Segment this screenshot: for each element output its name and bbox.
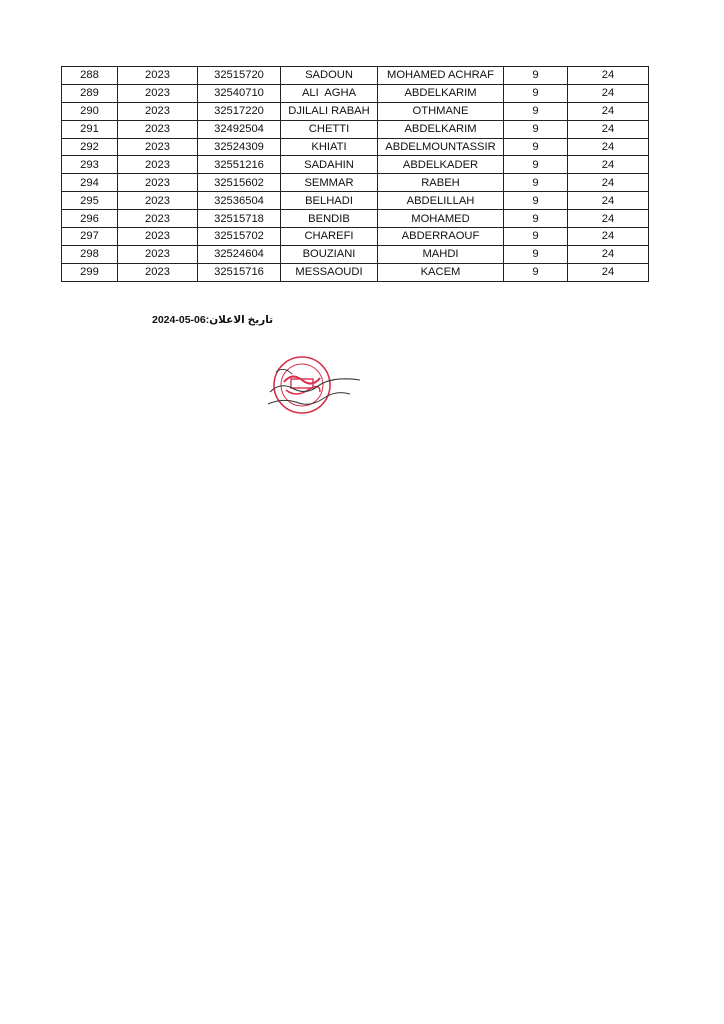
cell-first-name: ABDELILLAH [378,192,504,210]
cell-id: 32515702 [198,228,281,246]
table-row [62,245,649,263]
cell-first-name: MOHAMED [378,210,504,228]
announcement-label: تاريخ الاعلان: [205,314,274,326]
cell-number: 291 [62,120,118,138]
cell-value-b: 24 [568,192,649,210]
table-row [62,228,649,246]
cell-value-a: 9 [504,228,568,246]
cell-last-name: CHETTI [281,120,378,138]
cell-first-name: ABDELMOUNTASSIR [378,138,504,156]
cell-value-a: 9 [504,174,568,192]
cell-last-name: MESSAOUDI [281,263,378,281]
cell-last-name: KHIATI [281,138,378,156]
table-row [62,192,649,210]
cell-year: 2023 [118,156,198,174]
cell-last-name: SEMMAR [281,174,378,192]
cell-id: 32540710 [198,84,281,102]
cell-number: 288 [62,67,118,85]
cell-last-name: DJILALI RABAH [281,102,378,120]
cell-year: 2023 [118,210,198,228]
table-row [62,263,649,281]
cell-first-name: MAHDI [378,245,504,263]
cell-last-name: BOUZIANI [281,245,378,263]
cell-year: 2023 [118,102,198,120]
cell-first-name: OTHMANE [378,102,504,120]
cell-first-name: ABDELKARIM [378,120,504,138]
cell-last-name: BENDIB [281,210,378,228]
table-row [62,120,649,138]
table-row [62,174,649,192]
cell-id: 32524604 [198,245,281,263]
cell-value-a: 9 [504,67,568,85]
cell-id: 32517220 [198,102,281,120]
cell-first-name: MOHAMED ACHRAF [378,67,504,85]
cell-value-b: 24 [568,156,649,174]
cell-value-b: 24 [568,228,649,246]
cell-number: 299 [62,263,118,281]
cell-id: 32492504 [198,120,281,138]
cell-year: 2023 [118,120,198,138]
cell-number: 289 [62,84,118,102]
cell-year: 2023 [118,263,198,281]
table-row [62,210,649,228]
announcement-date: 2024-05-06 [152,314,206,326]
cell-number: 298 [62,245,118,263]
stamp-outer-ring [274,357,330,413]
cell-value-a: 9 [504,102,568,120]
results-table [61,66,649,282]
cell-value-a: 9 [504,210,568,228]
cell-number: 296 [62,210,118,228]
cell-id: 32551216 [198,156,281,174]
cell-id: 32536504 [198,192,281,210]
cell-first-name: ABDELKARIM [378,84,504,102]
cell-last-name: BELHADI [281,192,378,210]
cell-value-a: 9 [504,156,568,174]
cell-first-name: ABDELKADER [378,156,504,174]
cell-value-b: 24 [568,138,649,156]
stamp-seal [274,357,330,413]
cell-value-b: 24 [568,67,649,85]
cell-year: 2023 [118,174,198,192]
cell-value-a: 9 [504,84,568,102]
cell-last-name: CHAREFI [281,228,378,246]
table-row [62,102,649,120]
cell-value-b: 24 [568,84,649,102]
cell-number: 292 [62,138,118,156]
cell-id: 32515720 [198,67,281,85]
results-table-body [62,67,649,282]
cell-number: 293 [62,156,118,174]
cell-id: 32515718 [198,210,281,228]
table-row [62,84,649,102]
cell-year: 2023 [118,192,198,210]
cell-last-name: SADOUN [281,67,378,85]
cell-id: 32515716 [198,263,281,281]
official-stamp-signature [262,352,366,418]
cell-value-a: 9 [504,138,568,156]
cell-value-b: 24 [568,263,649,281]
table-row [62,156,649,174]
cell-id: 32524309 [198,138,281,156]
cell-number: 295 [62,192,118,210]
cell-last-name: ALI AGHA [281,84,378,102]
cell-value-a: 9 [504,245,568,263]
cell-id: 32515602 [198,174,281,192]
table-row [62,138,649,156]
cell-first-name: KACEM [378,263,504,281]
cell-value-b: 24 [568,210,649,228]
cell-first-name: ABDERRAOUF [378,228,504,246]
cell-year: 2023 [118,228,198,246]
cell-value-b: 24 [568,102,649,120]
cell-year: 2023 [118,84,198,102]
cell-value-b: 24 [568,120,649,138]
stamp-inner-mark [284,376,320,383]
cell-number: 297 [62,228,118,246]
cell-first-name: RABEH [378,174,504,192]
cell-value-a: 9 [504,120,568,138]
table-row [62,67,649,85]
cell-number: 290 [62,102,118,120]
cell-last-name: SADAHIN [281,156,378,174]
cell-value-b: 24 [568,245,649,263]
cell-year: 2023 [118,138,198,156]
cell-number: 294 [62,174,118,192]
cell-value-a: 9 [504,192,568,210]
cell-year: 2023 [118,245,198,263]
cell-year: 2023 [118,67,198,85]
announcement-date-line [152,314,276,326]
cell-value-a: 9 [504,263,568,281]
cell-value-b: 24 [568,174,649,192]
